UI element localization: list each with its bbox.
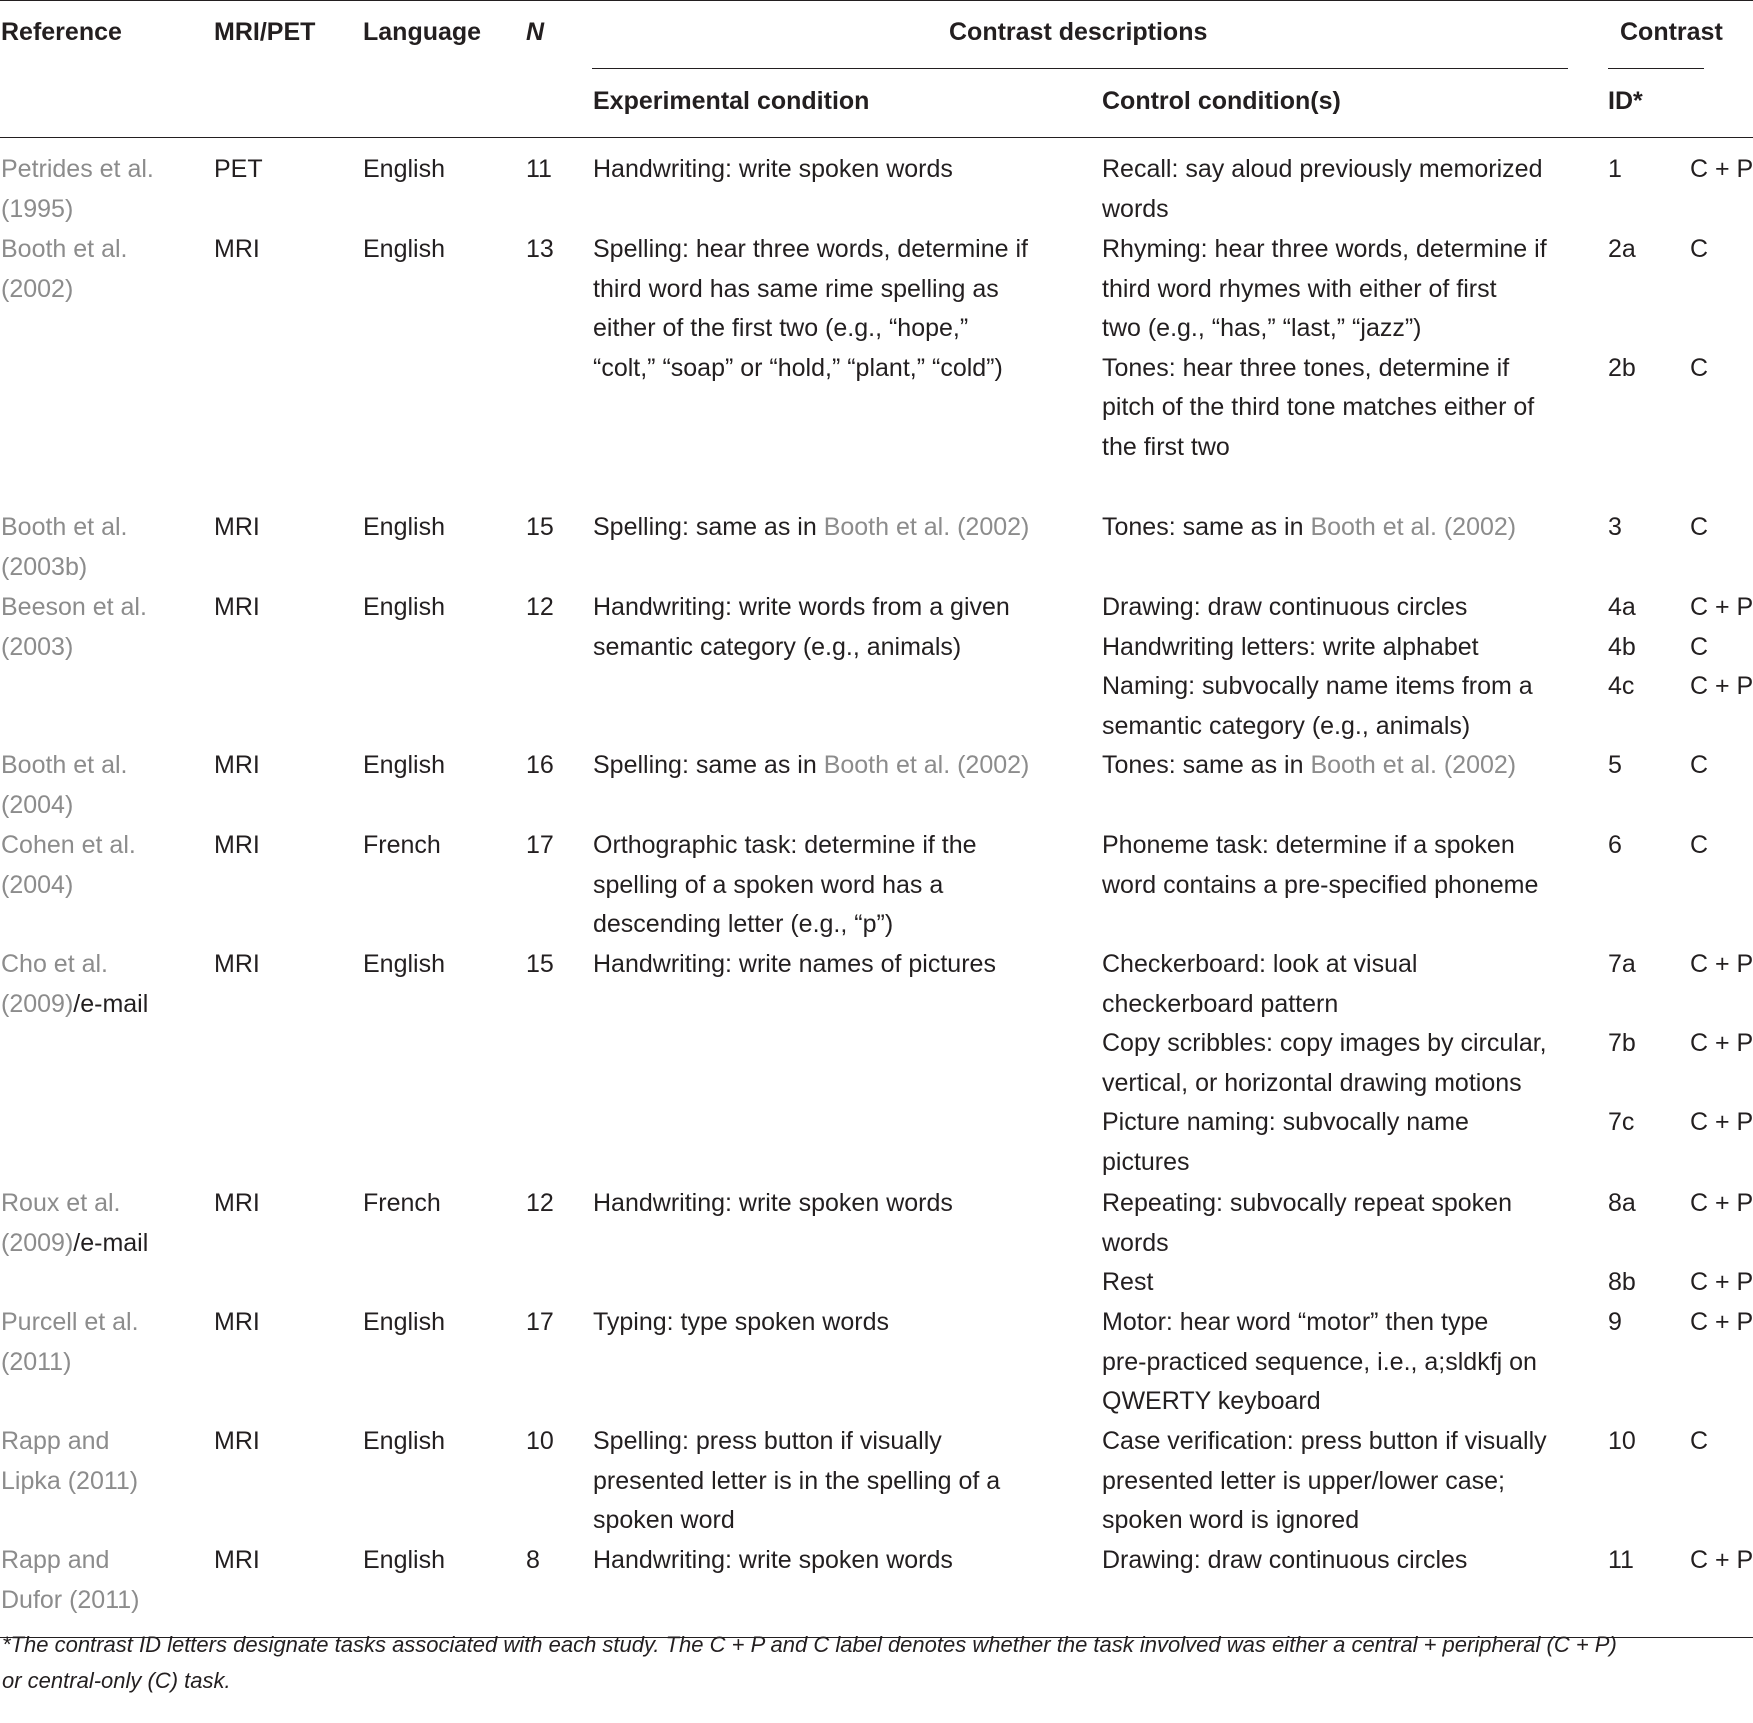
- contrast-id-cell: 8a: [1608, 1189, 1636, 1217]
- n-cell: 17: [526, 1308, 554, 1336]
- experimental-cell: either of the first two (e.g., “hope,”: [593, 314, 969, 343]
- contrast-id-cell: 8b: [1608, 1268, 1636, 1297]
- header-id: ID*: [1608, 87, 1643, 115]
- language-cell: English: [363, 235, 445, 263]
- modality-cell: MRI: [214, 235, 260, 263]
- control-text: Tones: same as in: [1102, 751, 1311, 779]
- modality-cell: PET: [214, 155, 263, 183]
- reference-suffix: /e-mail: [73, 1228, 149, 1257]
- experimental-cell: Handwriting: write words from a given: [593, 593, 1010, 621]
- subheader-rule-descriptions: [592, 68, 1568, 69]
- contrast-id-cell: 4b: [1608, 632, 1636, 661]
- control-cell: Recall: say aloud previously memorized: [1102, 155, 1543, 183]
- contrast-id-cell: 7a: [1608, 950, 1636, 978]
- contrast-id-cell: 7c: [1608, 1108, 1635, 1137]
- control-cell: QWERTY keyboard: [1102, 1387, 1321, 1416]
- n-cell: 15: [526, 513, 554, 541]
- contrast-type-cell: C: [1690, 751, 1709, 779]
- modality-cell: MRI: [214, 513, 260, 541]
- footnote: [2, 1627, 1747, 1699]
- header-contrast-descriptions: Contrast descriptions: [949, 18, 1208, 46]
- reference-cell: [1, 1541, 109, 1581]
- n-cell: 12: [526, 593, 554, 621]
- control-text: Tones: same as in: [1102, 513, 1311, 541]
- control-cell: pre-practiced sequence, i.e., a;sldkfj on: [1102, 1347, 1537, 1376]
- modality-cell: MRI: [214, 1308, 260, 1336]
- reference-text: Rapp and: [1, 1427, 110, 1455]
- modality-cell: MRI: [214, 1427, 260, 1455]
- header-reference: Reference: [1, 18, 122, 46]
- contrast-id-cell: 4a: [1608, 593, 1636, 621]
- reference-text: Purcell et al.: [1, 1308, 139, 1336]
- header-mri-pet: MRI/PET: [214, 18, 316, 46]
- reference-cell: [1, 1303, 139, 1343]
- n-cell: 11: [526, 155, 552, 183]
- control-cell: presented letter is upper/lower case;: [1102, 1466, 1505, 1495]
- language-cell: English: [363, 1308, 445, 1336]
- contrast-type-cell: C: [1690, 831, 1709, 859]
- control-cell: Tones: hear three tones, determine if: [1102, 353, 1510, 382]
- language-cell: French: [363, 1189, 441, 1217]
- experimental-cell: Spelling: hear three words, determine if: [593, 235, 1028, 263]
- contrast-type-cell: C + P: [1690, 950, 1753, 978]
- reference-cell: [1, 786, 73, 826]
- citation-link: Booth et al. (2002): [1310, 751, 1517, 779]
- reference-text: (2003): [1, 632, 74, 661]
- control-cell: Rhyming: hear three words, determine if: [1102, 235, 1547, 263]
- reference-text: (2002): [1, 274, 74, 303]
- control-cell: third word rhymes with either of first: [1102, 274, 1497, 303]
- experimental-cell: third word has same rime spelling as: [593, 274, 999, 303]
- control-cell: Repeating: subvocally repeat spoken: [1102, 1189, 1512, 1217]
- reference-cell: [1, 866, 73, 906]
- header-n: N: [526, 18, 545, 46]
- reference-cell: [1, 508, 127, 548]
- citation-link: Booth et al. (2002): [823, 513, 1030, 541]
- control-cell: pictures: [1102, 1148, 1190, 1176]
- reference-text: Lipka (2011): [1, 1466, 139, 1495]
- reference-cell: [1, 985, 148, 1025]
- subheader-rule-contrast: [1608, 68, 1704, 69]
- control-cell: semantic category (e.g., animals): [1102, 711, 1471, 740]
- control-cell: Checkerboard: look at visual: [1102, 950, 1418, 978]
- language-cell: English: [363, 593, 445, 621]
- reference-text: (2011): [1, 1347, 72, 1376]
- n-cell: 12: [526, 1189, 554, 1217]
- modality-cell: MRI: [214, 831, 260, 859]
- reference-text: (1995): [1, 194, 74, 223]
- reference-text: (2004): [1, 790, 74, 819]
- experimental-cell: Spelling: press button if visually: [593, 1427, 942, 1455]
- n-cell: 15: [526, 950, 554, 978]
- reference-text: (2004): [1, 870, 74, 899]
- language-cell: French: [363, 831, 441, 859]
- modality-cell: MRI: [214, 751, 260, 779]
- header-experimental: Experimental condition: [593, 87, 870, 115]
- n-cell: 10: [526, 1427, 554, 1455]
- control-cell: Handwriting letters: write alphabet: [1102, 632, 1479, 661]
- control-cell: Rest: [1102, 1268, 1154, 1297]
- contrast-id-cell: 11: [1608, 1546, 1634, 1574]
- reference-text: Roux et al.: [1, 1189, 121, 1217]
- contrast-id-cell: 6: [1608, 831, 1622, 859]
- control-cell: checkerboard pattern: [1102, 989, 1339, 1018]
- language-cell: English: [363, 155, 445, 183]
- reference-cell: [1, 945, 108, 985]
- experimental-cell: Orthographic task: determine if the: [593, 831, 977, 859]
- contrast-id-cell: 7b: [1608, 1029, 1636, 1058]
- experimental-cell: Handwriting: write spoken words: [593, 1189, 953, 1217]
- citation-link: Booth et al. (2002): [1310, 513, 1517, 541]
- contrast-id-cell: 1: [1608, 155, 1622, 183]
- control-cell: Phoneme task: determine if a spoken: [1102, 831, 1515, 859]
- control-cell: Picture naming: subvocally name: [1102, 1108, 1469, 1137]
- contrast-type-cell: C + P: [1690, 1308, 1753, 1336]
- reference-text: Cho et al.: [1, 950, 109, 978]
- experimental-cell: Handwriting: write spoken words: [593, 1546, 953, 1574]
- language-cell: English: [363, 513, 445, 541]
- citation-link: Booth et al. (2002): [823, 751, 1030, 779]
- reference-text: (2009): [1, 989, 74, 1018]
- control-cell: spoken word is ignored: [1102, 1506, 1360, 1535]
- control-cell: Motor: hear word “motor” then type: [1102, 1308, 1489, 1336]
- reference-cell: [1, 588, 147, 628]
- reference-text: Rapp and: [1, 1546, 110, 1574]
- reference-cell: [1, 150, 154, 190]
- n-cell: 13: [526, 235, 554, 263]
- contrast-type-cell: C + P: [1690, 1268, 1753, 1297]
- control-cell: two (e.g., “has,” “last,” “jazz”): [1102, 314, 1422, 343]
- experimental-cell: “colt,” “soap” or “hold,” “plant,” “cold”): [593, 353, 1003, 382]
- header-language: Language: [363, 18, 482, 46]
- contrast-type-cell: C + P: [1690, 1108, 1753, 1137]
- control-cell: Copy scribbles: copy images by circular,: [1102, 1029, 1547, 1058]
- contrast-id-cell: 2a: [1608, 235, 1636, 263]
- contrast-id-cell: 10: [1608, 1427, 1636, 1455]
- modality-cell: MRI: [214, 1546, 260, 1574]
- modality-cell: MRI: [214, 593, 260, 621]
- contrast-type-cell: C + P: [1690, 672, 1753, 701]
- reference-cell: [1, 1462, 138, 1502]
- experimental-text: Spelling: same as in: [593, 513, 824, 541]
- experimental-cell: Handwriting: write names of pictures: [593, 950, 996, 978]
- reference-text: Dufor (2011): [1, 1585, 140, 1614]
- contrast-type-cell: C + P: [1690, 1029, 1753, 1058]
- contrast-type-cell: C + P: [1690, 593, 1753, 621]
- control-cell: the first two: [1102, 433, 1230, 461]
- control-cell: [1102, 508, 1516, 548]
- control-cell: pitch of the third tone matches either of: [1102, 393, 1535, 422]
- footnote-line: *The contrast ID letters designate tasks associated with each study. The C + P and C label denotes whether the task involved was either a central + peripheral (C + P): [2, 1632, 1617, 1657]
- control-cell: word contains a pre-specified phoneme: [1102, 870, 1539, 899]
- experimental-cell: [593, 746, 1029, 786]
- header-contrast: Contrast: [1620, 18, 1723, 46]
- modality-cell: MRI: [214, 1189, 260, 1217]
- reference-cell: [1, 230, 127, 270]
- contrast-type-cell: C: [1690, 353, 1709, 382]
- top-rule: [0, 0, 1753, 1]
- control-cell: Case verification: press button if visually: [1102, 1427, 1547, 1455]
- contrast-type-cell: C: [1690, 513, 1709, 541]
- reference-cell: [1, 1224, 148, 1264]
- language-cell: English: [363, 1427, 445, 1455]
- reference-cell: [1, 1184, 121, 1224]
- control-cell: [1102, 746, 1516, 786]
- reference-cell: [1, 548, 87, 588]
- reference-text: Booth et al.: [1, 513, 128, 541]
- header-bottom-rule: [0, 137, 1753, 138]
- control-cell: words: [1102, 194, 1169, 223]
- language-cell: English: [363, 1546, 445, 1574]
- contrast-type-cell: C: [1690, 235, 1709, 263]
- reference-suffix: /e-mail: [73, 989, 149, 1018]
- control-cell: Drawing: draw continuous circles: [1102, 593, 1468, 621]
- contrast-type-cell: C + P: [1690, 1189, 1753, 1217]
- experimental-cell: [593, 508, 1029, 548]
- experimental-cell: Typing: type spoken words: [593, 1308, 889, 1336]
- reference-cell: [1, 1581, 140, 1621]
- experimental-cell: spoken word: [593, 1506, 735, 1535]
- contrast-type-cell: C: [1690, 632, 1709, 661]
- reference-text: Beeson et al.: [1, 593, 147, 621]
- contrast-type-cell: C + P: [1690, 1546, 1753, 1574]
- reference-cell: [1, 746, 127, 786]
- reference-text: Booth et al.: [1, 235, 128, 263]
- control-cell: words: [1102, 1228, 1169, 1257]
- contrast-id-cell: 9: [1608, 1308, 1622, 1336]
- reference-cell: [1, 270, 73, 310]
- contrast-type-cell: C + P: [1690, 155, 1753, 183]
- reference-cell: [1, 1343, 71, 1383]
- n-cell: 8: [526, 1546, 540, 1574]
- modality-cell: MRI: [214, 950, 260, 978]
- reference-text: (2009): [1, 1228, 74, 1257]
- reference-cell: [1, 190, 73, 230]
- reference-cell: [1, 628, 73, 668]
- contrast-id-cell: 4c: [1608, 672, 1635, 701]
- control-cell: Naming: subvocally name items from a: [1102, 672, 1533, 701]
- contrast-id-cell: 3: [1608, 513, 1622, 541]
- n-cell: 17: [526, 831, 554, 859]
- control-cell: vertical, or horizontal drawing motions: [1102, 1068, 1522, 1097]
- reference-text: Booth et al.: [1, 751, 128, 779]
- footnote-line: or central-only (C) task.: [2, 1668, 231, 1693]
- language-cell: English: [363, 751, 445, 779]
- contrast-id-cell: 2b: [1608, 353, 1636, 382]
- contrast-id-cell: 5: [1608, 751, 1622, 779]
- header-control: Control condition(s): [1102, 87, 1341, 115]
- language-cell: English: [363, 950, 445, 978]
- control-cell: Drawing: draw continuous circles: [1102, 1546, 1468, 1574]
- experimental-cell: spelling of a spoken word has a: [593, 870, 944, 899]
- reference-text: Cohen et al.: [1, 831, 136, 859]
- experimental-cell: Handwriting: write spoken words: [593, 155, 953, 183]
- reference-text: Petrides et al.: [1, 155, 154, 183]
- experimental-cell: presented letter is in the spelling of a: [593, 1466, 1001, 1495]
- reference-text: (2003b): [1, 552, 88, 581]
- reference-cell: [1, 1422, 109, 1462]
- reference-cell: [1, 826, 136, 866]
- experimental-cell: descending letter (e.g., “p”): [593, 910, 894, 939]
- n-cell: 16: [526, 751, 554, 779]
- experimental-cell: semantic category (e.g., animals): [593, 632, 962, 661]
- experimental-text: Spelling: same as in: [593, 751, 824, 779]
- contrast-type-cell: C: [1690, 1427, 1709, 1455]
